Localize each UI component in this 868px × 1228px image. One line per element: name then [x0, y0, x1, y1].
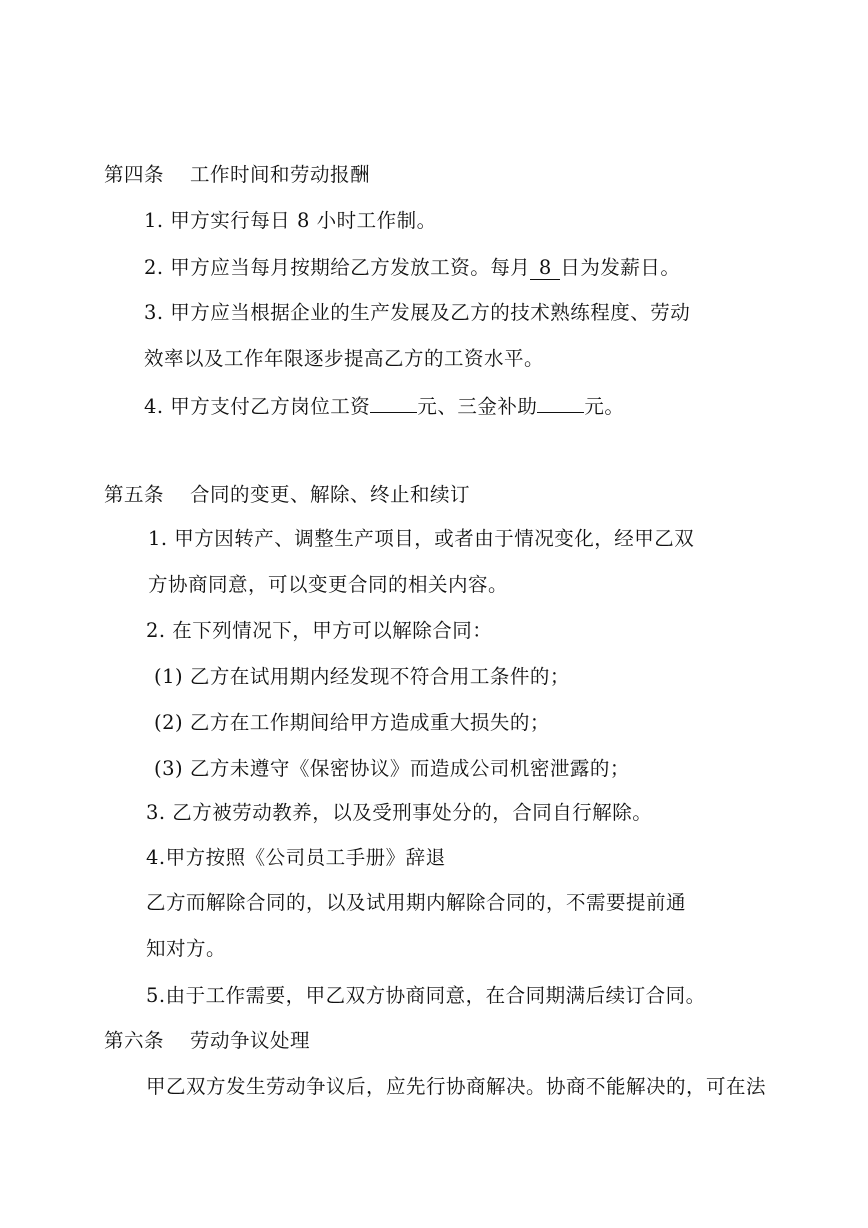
- article-4-item-1: 1. 甲方实行每日 8 小时工作制。: [144, 209, 437, 232]
- article-5-sub-item-1: (1) 乙方在试用期内经发现不符合用工条件的；: [154, 665, 570, 688]
- article-5-item-4-line-1: 4.甲方按照《公司员工手册》辞退: [146, 846, 446, 869]
- article-5-heading: [104, 482, 470, 508]
- article-5-sub-item-3: (3) 乙方未遵守《保密协议》而造成公司机密泄露的；: [154, 757, 630, 780]
- item-4-text-wage: 4. 甲方支付乙方岗位工资: [144, 395, 371, 418]
- article-4-heading: [104, 162, 370, 188]
- article-6-paragraph-line-1: 甲乙双方发生劳动争议后，应先行协商解决。协商不能解决的，可在法: [146, 1075, 767, 1098]
- article-4-item-4: [144, 392, 624, 420]
- article-5-item-1-line-1: 1. 甲方因转产、调整生产项目，或者由于情况变化，经甲乙双: [148, 527, 695, 550]
- item-2-text-before: 2. 甲方应当每月按期给乙方发放工资。每月: [144, 256, 531, 279]
- article-4-item-3-line-2: 效率以及工作年限逐步提高乙方的工资水平。: [144, 347, 545, 370]
- article-5-item-2: 2. 在下列情况下，甲方可以解除合同：: [146, 619, 493, 642]
- wage-blank-field: [370, 392, 417, 413]
- article-5-item-3: 3. 乙方被劳动教养，以及受刑事处分的，合同自行解除。: [146, 801, 653, 824]
- article-5-item-4-line-2: 乙方而解除合同的，以及试用期内解除合同的，不需要提前通: [146, 891, 687, 914]
- article-5-number: 第五条: [104, 483, 165, 506]
- article-4-number: 第四条: [104, 163, 165, 186]
- article-5-item-4-line-3: 知对方。: [146, 937, 227, 960]
- article-6-title: 劳动争议处理: [190, 1029, 311, 1052]
- article-4-title: 工作时间和劳动报酬: [190, 163, 371, 186]
- article-5-item-5: 5.由于工作需要，甲乙双方协商同意，在合同期满后续订合同。: [146, 984, 706, 1007]
- item-4-text-subsidy: 元、三金补助: [417, 395, 538, 418]
- article-4-item-3-line-1: 3. 甲方应当根据企业的生产发展及乙方的技术熟练程度、劳动: [144, 301, 691, 324]
- article-6-number: 第六条: [104, 1029, 165, 1052]
- subsidy-blank-field: [537, 392, 584, 413]
- article-5-item-1-line-2: 方协商同意，可以变更合同的相关内容。: [148, 573, 509, 596]
- article-4-item-2: [144, 255, 680, 281]
- article-5-sub-item-2: (2) 乙方在工作期间给甲方造成重大损失的；: [154, 711, 550, 734]
- item-2-text-after: 日为发薪日。: [560, 256, 681, 279]
- item-4-text-end: 元。: [584, 395, 625, 418]
- article-5-title: 合同的变更、解除、终止和续订: [190, 483, 471, 506]
- payday-field: 8: [530, 257, 560, 280]
- article-6-heading: [104, 1028, 310, 1054]
